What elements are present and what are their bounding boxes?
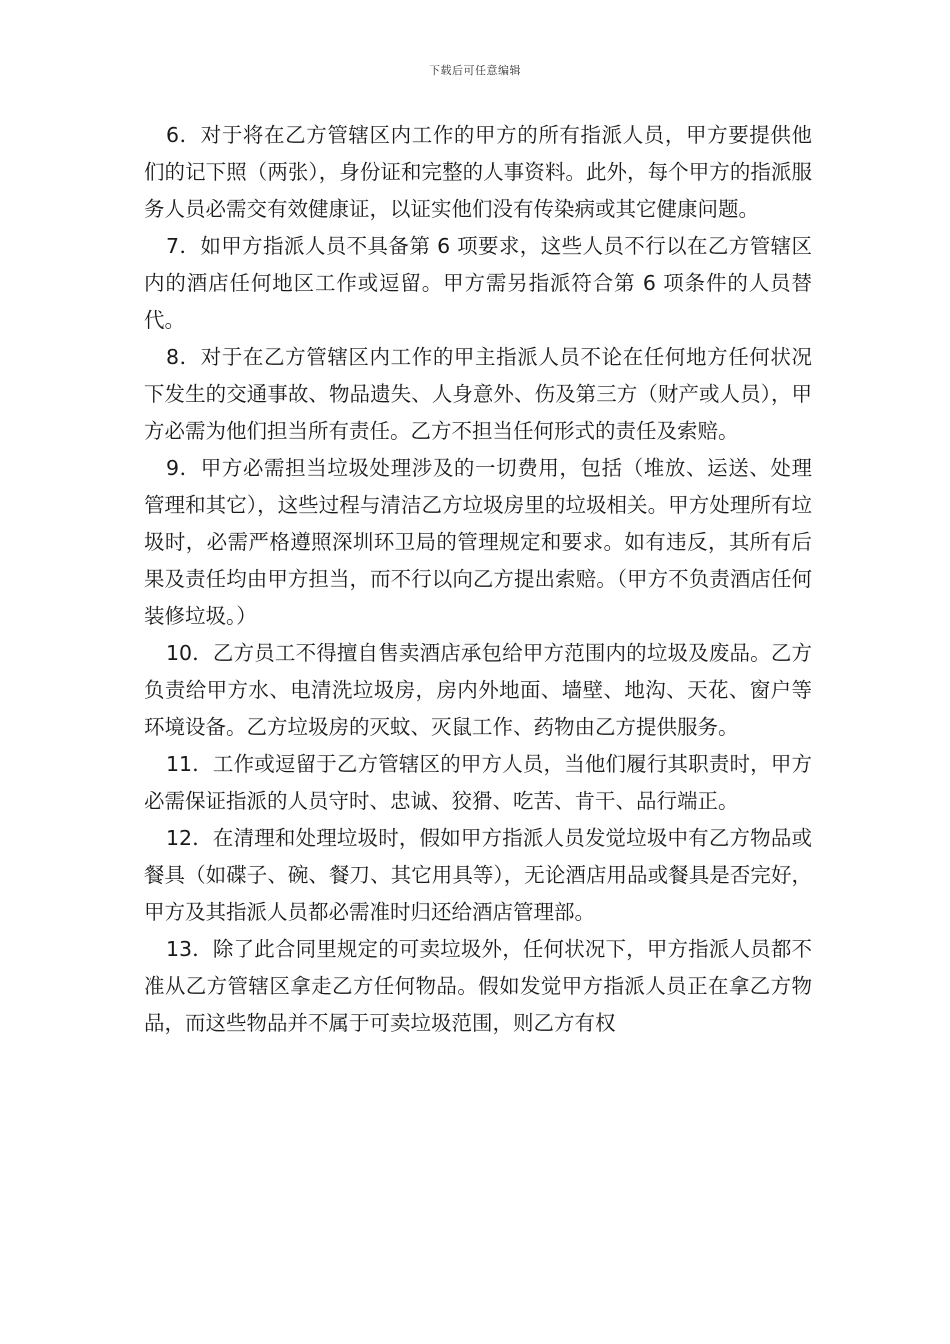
clause-7: 7．如甲方指派人员不具备第 6 项要求，这些人员不行以在乙方管辖区内的酒店任何地区工作或逗留。甲方需另指派符合第 6 项条件的人员替代。 <box>144 234 812 332</box>
clause-8: 8．对于在乙方管辖区内工作的甲主指派人员不论在任何地方任何状况下发生的交通事故、物品遗失、人身意外、伤及第三方（财产或人员），甲方必需为他们担当所有责任。乙方不担当任何形式的责任及索赔。 <box>144 345 812 443</box>
clause-12: 12．在清理和处理垃圾时，假如甲方指派人员发觉垃圾中有乙方物品或餐具（如碟子、碗、餐刀、其它用具等），无论酒店用品或餐具是否完好，甲方及其指派人员都必需准时归还给酒店管理部。 <box>144 826 812 924</box>
clause-11: 11．工作或逗留于乙方管辖区的甲方人员，当他们履行其职责时，甲方必需保证指派的人员守时、忠诚、狡猾、吃苦、肯干、品行端正。 <box>144 752 812 813</box>
page-header: 下载后可任意编辑 <box>429 64 521 77</box>
clause-10: 10．乙方员工不得擅自售卖酒店承包给甲方范围内的垃圾及废品。乙方负责给甲方水、电清洗垃圾房，房内外地面、墙壁、地沟、天花、窗户等环境设备。乙方垃圾房的灭蚊、灭鼠工作、药物由乙方提供服务。 <box>144 641 812 739</box>
document-body <box>144 117 812 1042</box>
clause-13: 13．除了此合同里规定的可卖垃圾外，任何状况下，甲方指派人员都不准从乙方管辖区拿走乙方任何物品。假如发觉甲方指派人员正在拿乙方物品，而这些物品并不属于可卖垃圾范围，则乙方有权 <box>144 937 812 1035</box>
clause-6: 6．对于将在乙方管辖区内工作的甲方的所有指派人员，甲方要提供他们的记下照（两张），身份证和完整的人事资料。此外，每个甲方的指派服务人员必需交有效健康证，以证实他们没有传染病或其它健康问题。 <box>144 123 812 221</box>
clause-9: 9．甲方必需担当垃圾处理涉及的一切费用，包括（堆放、运送、处理管理和其它），这些过程与清洁乙方垃圾房里的垃圾相关。甲方处理所有垃圾时，必需严格遵照深圳环卫局的管理规定和要求。如有违反，其所有后果及责任均由甲方担当，而不行以向乙方提出索赔。（甲方不负责酒店任何装修垃圾。） <box>144 456 812 628</box>
